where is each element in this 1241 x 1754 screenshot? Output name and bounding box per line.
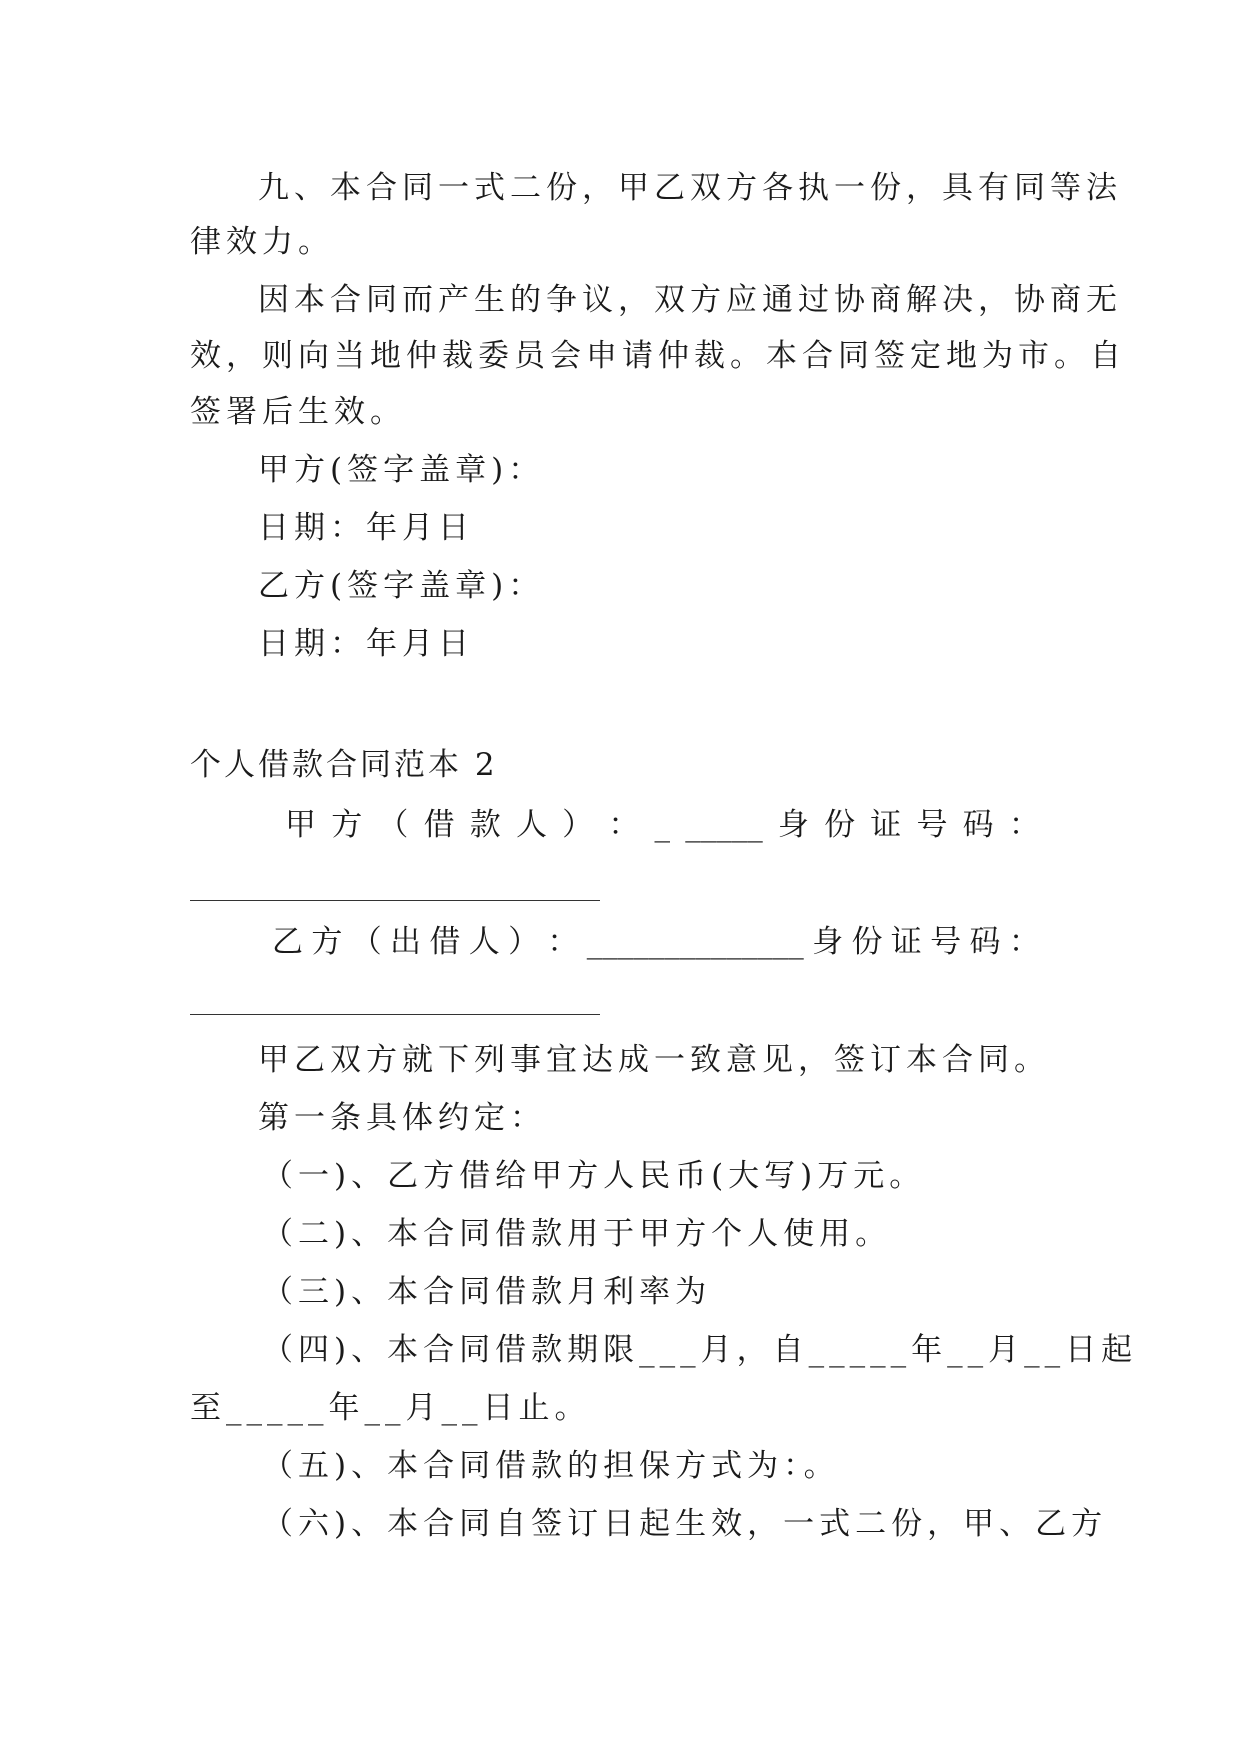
- clause9-line2: 律效力。: [190, 224, 334, 260]
- lender-char: 出: [390, 924, 422, 960]
- item6: （六)、本合同自签订日起生效，一式二份，甲、乙方: [262, 1506, 1108, 1542]
- borrower-char: （: [377, 807, 409, 843]
- lender-char: 证: [890, 924, 922, 960]
- borrower-char: 人: [515, 807, 547, 843]
- dispute-line1: 因本合同而产生的争议，双方应通过协商解决，协商无: [258, 282, 1122, 318]
- lender-char: 号: [930, 924, 962, 960]
- lender-blank: ______________: [586, 924, 804, 960]
- party-a-signature: 甲方(签字盖章)：: [258, 452, 545, 488]
- borrower-id-blank: [190, 900, 600, 901]
- borrower-char: 号: [916, 807, 948, 843]
- borrower-char: 证: [870, 807, 902, 843]
- lender-char: ：: [547, 924, 579, 960]
- borrower-blank: _____: [685, 807, 763, 843]
- lender-row: [272, 922, 1040, 962]
- item1: （一)、乙方借给甲方人民币(大写)万元。: [262, 1158, 926, 1194]
- lender-char: ）: [508, 924, 540, 960]
- clause9-line1: 九、本合同一式二份，甲乙双方各执一份，具有同等法: [258, 170, 1122, 206]
- agreement-statement: 甲乙双方就下列事宜达成一致意见，签订本合同。: [258, 1042, 1050, 1078]
- party-a-date: 日期：年月日: [258, 510, 474, 546]
- party-b-signature: 乙方(签字盖章)：: [258, 568, 545, 604]
- lender-char: ：: [1008, 924, 1040, 960]
- borrower-char: 借: [423, 807, 455, 843]
- borrower-char: 码: [962, 807, 994, 843]
- borrower-char: 身: [777, 807, 809, 843]
- lender-char: 码: [969, 924, 1001, 960]
- lender-char: 人: [468, 924, 500, 960]
- borrower-char: 甲: [285, 807, 316, 843]
- borrower-blank: _: [654, 807, 670, 843]
- item4-line1: （四)、本合同借款期限___月，自_____年__月__日起: [262, 1332, 1138, 1368]
- borrower-char: 款: [469, 807, 501, 843]
- dispute-line2: 效，则向当地仲裁委员会申请仲裁。本合同签定地为市。自: [190, 338, 1126, 374]
- borrower-char: ）: [562, 807, 594, 843]
- dispute-line3: 签署后生效。: [190, 394, 406, 430]
- borrower-char: ：: [608, 807, 640, 843]
- lender-char: 乙: [272, 924, 303, 960]
- lender-char: 身: [812, 924, 844, 960]
- contract2-title: 个人借款合同范本 2: [190, 747, 498, 783]
- lender-id-blank: [190, 1014, 600, 1015]
- party-b-date: 日期：年月日: [258, 626, 474, 662]
- borrower-char: ：: [1008, 807, 1040, 843]
- item2: （二)、本合同借款用于甲方个人使用。: [262, 1216, 892, 1252]
- lender-char: 借: [429, 924, 461, 960]
- borrower-char: 方: [331, 807, 363, 843]
- article1-heading: 第一条具体约定：: [258, 1100, 546, 1136]
- item3: （三)、本合同借款月利率为: [262, 1274, 712, 1310]
- item5: （五)、本合同借款的担保方式为：。: [262, 1448, 840, 1484]
- item4-line2: 至_____年__月__日止。: [190, 1390, 591, 1426]
- lender-char: 方: [311, 924, 343, 960]
- borrower-row: [285, 805, 1040, 845]
- borrower-char: 份: [824, 807, 856, 843]
- lender-char: 份: [851, 924, 883, 960]
- lender-char: （: [350, 924, 382, 960]
